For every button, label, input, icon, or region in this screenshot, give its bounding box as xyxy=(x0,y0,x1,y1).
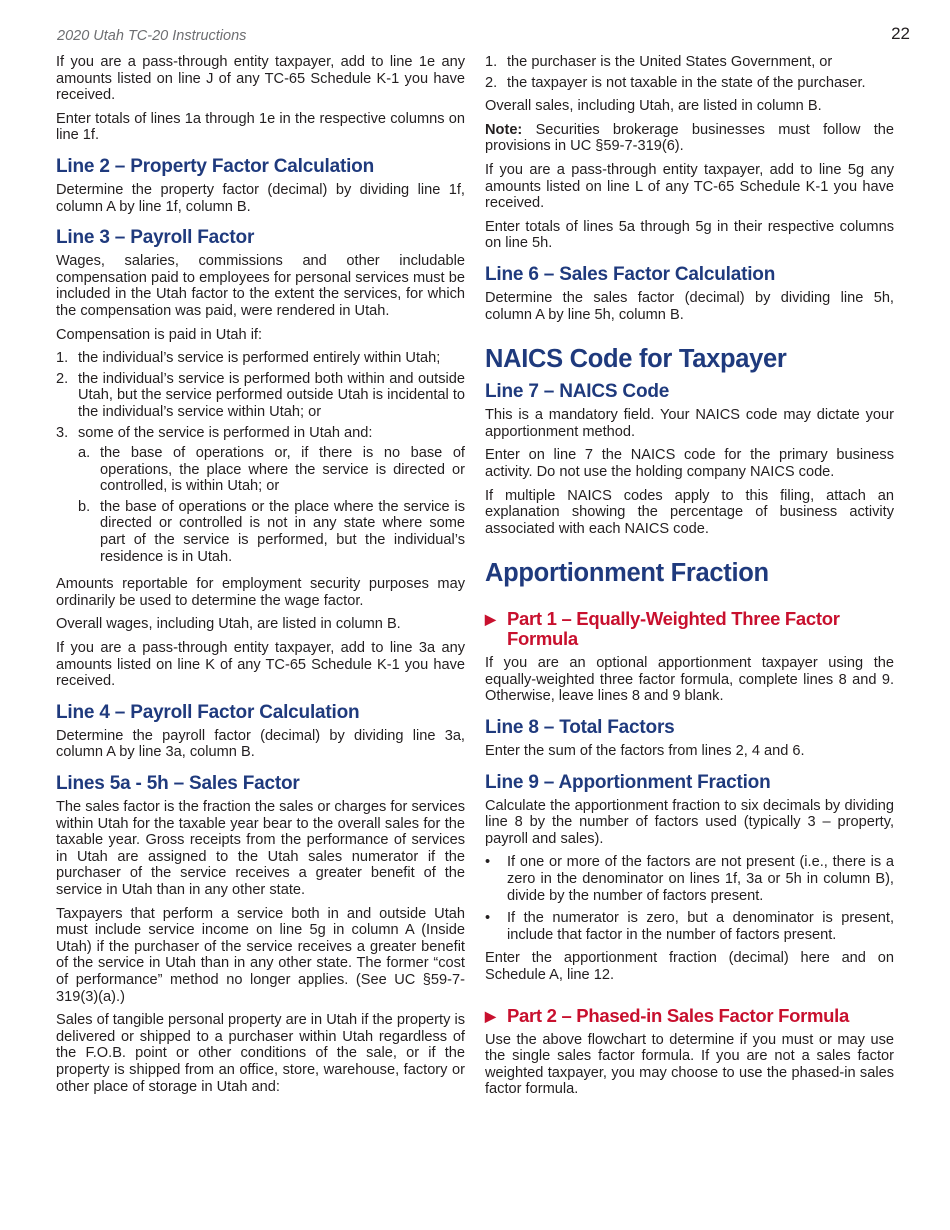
paragraph: Determine the payroll factor (decimal) by dividing line 3a, column A by line 3a, column B. xyxy=(56,727,465,761)
paragraph: Sales of tangible personal property are in Utah if the property is delivered or shipped to a purchaser within Utah regardless of the F.O.B. point or other conditions of the sale, or if the property is shipped from an office, store, warehouse, factory or other place of storage in Utah and: xyxy=(56,1012,465,1095)
numbered-list xyxy=(56,350,465,569)
list-number: 1. xyxy=(485,54,498,70)
sublist-item xyxy=(78,445,465,495)
paragraph: Overall sales, including Utah, are listed in column B. xyxy=(485,98,822,115)
paragraph: Enter totals of lines 5a through 5g in their respective columns on line 5h. xyxy=(485,218,894,252)
list-number: 3. xyxy=(56,424,69,441)
bullet-list xyxy=(485,854,894,943)
heading-part-1 xyxy=(485,609,894,649)
bullet-text: If the numerator is zero, but a denominator is present, include that factor in the number of factors present. xyxy=(507,910,894,943)
heading-part-2 xyxy=(485,1006,894,1026)
paragraph: Enter the sum of the factors from lines 2, 4 and 6. xyxy=(485,743,805,760)
paragraph: Enter totals of lines 1a through 1e in the respective columns on line 1f. xyxy=(56,110,465,144)
list-letter: b. xyxy=(78,498,91,515)
list-text: the individual’s service is performed both within and outside Utah, but the service performed outside Utah is incidental to the individual’s service within Utah; or xyxy=(78,370,465,420)
bullet-icon: • xyxy=(485,854,491,871)
triangle-right-icon: ▶ xyxy=(485,1007,496,1024)
list-text: the purchaser is the United States Government, or xyxy=(507,54,833,70)
heading-line-6: Line 6 – Sales Factor Calculation xyxy=(485,263,776,285)
list-text: some of the service is performed in Utah and: xyxy=(78,424,373,441)
numbered-list xyxy=(485,54,894,91)
paragraph: Wages, salaries, commissions and other includable compensation paid to employees for personal services must be included in the Utah factor to the extent the services, for which the compensation was paid, were rendered in Utah. xyxy=(56,253,465,319)
heading-line-4: Line 4 – Payroll Factor Calculation xyxy=(56,701,360,723)
list-item xyxy=(485,54,894,71)
section-title-apportionment: Apportionment Fraction xyxy=(485,559,769,588)
paragraph: This is a mandatory field. Your NAICS code may dictate your apportionment method. xyxy=(485,407,894,440)
paragraph: If you are a pass-through entity taxpayer, add to line 5g any amounts listed on line L of any TC-65 Schedule K-1 you have received. xyxy=(485,161,894,212)
part-title: Part 1 – Equally-Weighted Three Factor Formula xyxy=(507,608,840,650)
list-number: 2. xyxy=(485,74,498,91)
paragraph: If you are a pass-through entity taxpayer, add to line 3a any amounts listed on line K of any TC-65 Schedule K-1 you have received. xyxy=(56,640,465,690)
paragraph: If multiple NAICS codes apply to this filing, attach an explanation showing the percentage of business activity associated with each NAICS code. xyxy=(485,487,894,537)
note-label: Note: xyxy=(485,121,523,138)
list-number: 2. xyxy=(56,370,69,387)
paragraph: Enter on line 7 the NAICS code for the primary business activity. Do not use the holding company NAICS code. xyxy=(485,447,894,480)
page-number: 22 xyxy=(891,24,910,43)
list-item xyxy=(485,75,894,92)
part-title: Part 2 – Phased-in Sales Factor Formula xyxy=(507,1004,849,1026)
left-column xyxy=(56,54,465,1102)
running-header: 2020 Utah TC-20 Instructions xyxy=(57,28,247,44)
section-title-naics: NAICS Code for Taxpayer xyxy=(485,345,787,374)
triangle-right-icon: ▶ xyxy=(485,611,496,628)
paragraph: Taxpayers that perform a service both in and outside Utah must include service income on line 5g in column A (Inside Utah) if the purchaser of the service receives a greater benefit of the service in Utah than in any other state. The former “cost of performance” method no longer applies. (See UC §59-7-319(3)(a).) xyxy=(56,905,465,1005)
paragraph: Enter the apportionment fraction (decimal) here and on Schedule A, line 12. xyxy=(485,950,894,983)
heading-line-2: Line 2 – Property Factor Calculation xyxy=(56,155,374,177)
note-text: Securities brokerage businesses must follow the provisions in UC §59-7-319(6). xyxy=(485,121,894,155)
bullet-text: If one or more of the factors are not present (i.e., there is a zero in the denominator on lines 1f, 3a or 5h in column B), divide by the number of factors present. xyxy=(507,854,894,904)
bullet-item xyxy=(485,910,894,943)
paragraph: Overall wages, including Utah, are listed in column B. xyxy=(56,616,401,633)
bullet-icon: • xyxy=(485,910,491,927)
bullet-item xyxy=(485,854,894,904)
paragraph: Use the above flowchart to determine if you must or may use the single sales factor formula. If you are not a sales factor weighted taxpayer, you may choose to use the phased-in sales factor formula. xyxy=(485,1031,894,1098)
lettered-sublist xyxy=(78,445,465,565)
list-letter: a. xyxy=(78,445,91,462)
heading-line-8: Line 8 – Total Factors xyxy=(485,717,675,739)
list-number: 1. xyxy=(56,350,69,367)
list-text: the taxpayer is not taxable in the state of the purchaser. xyxy=(507,74,866,91)
heading-lines-5a-5h: Lines 5a - 5h – Sales Factor xyxy=(56,773,300,794)
right-column xyxy=(485,54,894,1105)
paragraph: Calculate the apportionment fraction to six decimals by dividing line 8 by the number of factors used (typically 3 – property, payroll and sales). xyxy=(485,797,894,847)
heading-line-9: Line 9 – Apportionment Fraction xyxy=(485,771,771,793)
note-paragraph xyxy=(485,122,894,155)
paragraph: Amounts reportable for employment security purposes may ordinarily be used to determine the wage factor. xyxy=(56,576,465,609)
list-item xyxy=(56,371,465,421)
paragraph: Determine the sales factor (decimal) by dividing line 5h, column A by line 5h, column B. xyxy=(485,289,894,323)
paragraph: If you are a pass-through entity taxpayer, add to line 1e any amounts listed on line J of any TC-65 Schedule K-1 you have received. xyxy=(56,54,465,104)
sublist-item xyxy=(78,499,465,565)
heading-line-7: Line 7 – NAICS Code xyxy=(485,381,670,403)
paragraph: The sales factor is the fraction the sales or charges for services within Utah for the taxable year bear to the overall sales for the taxable year. Gross receipts from the performance of services in Utah are assigned to the Utah sales numerator if the purchaser of the service receives a greater benefit of the service in Utah than in any other state. xyxy=(56,799,465,898)
paragraph: If you are an optional apportionment taxpayer using the equally-weighted three factor formula, complete lines 8 and 9. Otherwise, leave lines 8 and 9 blank. xyxy=(485,655,894,705)
paragraph: Determine the property factor (decimal) by dividing line 1f, column A by line 1f, column B. xyxy=(56,181,465,215)
list-item xyxy=(56,425,465,570)
paragraph: Compensation is paid in Utah if: xyxy=(56,326,263,343)
list-item-body xyxy=(78,425,465,570)
list-text: the base of operations or, if there is no base of operations, the place where the service is directed or controlled, is within Utah; or xyxy=(100,445,465,495)
list-text: the base of operations or the place where the service is directed or controlled is not in any state where some part of the service is performed, but the individual’s residence is in Utah. xyxy=(100,498,465,565)
heading-line-3: Line 3 – Payroll Factor xyxy=(56,227,255,249)
list-item xyxy=(56,350,465,367)
list-text: the individual’s service is performed entirely within Utah; xyxy=(78,350,441,367)
